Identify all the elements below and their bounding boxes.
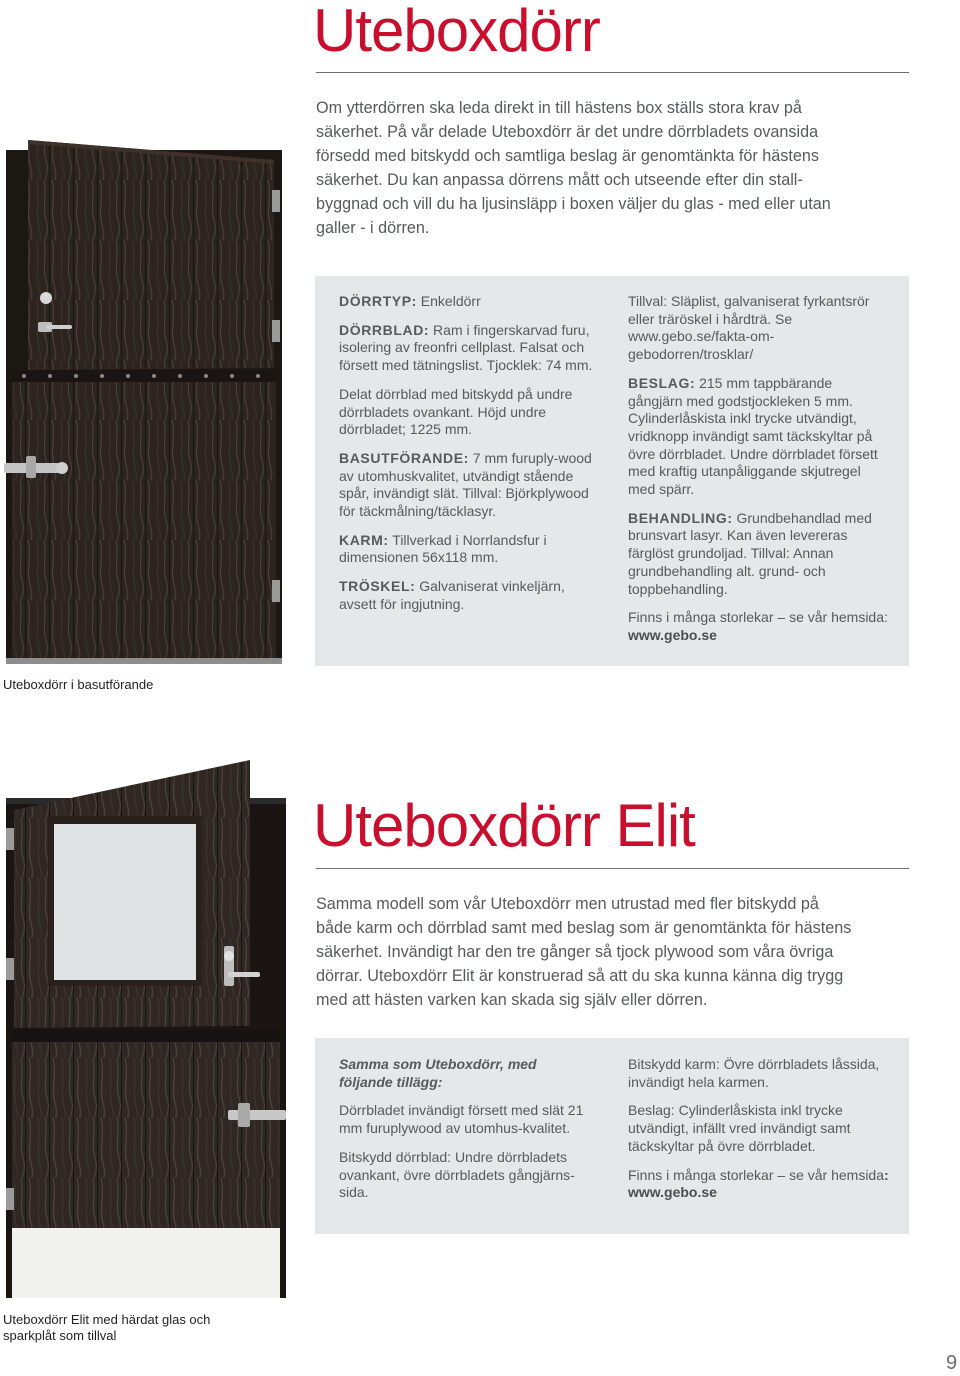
elit-right-footer: Finns i många storlekar – se vår hemsida: www.gebo.se — [628, 1166, 889, 1201]
section1-rule — [316, 72, 909, 73]
intro-line: försedd med bitskydd och samtliga beslag är genomtänkta för hästens — [316, 147, 819, 165]
elit-left-column — [339, 1056, 594, 1213]
caption-basic: Uteboxdörr i basutförande — [3, 677, 154, 692]
caption-elit: Uteboxdörr Elit med härdat glas och sparkplåt som tillval — [3, 1312, 211, 1343]
section2-intro — [316, 892, 916, 1012]
section1-intro — [316, 96, 916, 240]
door-photo-basic — [2, 120, 290, 666]
spec-left-column — [339, 293, 594, 625]
elit-box-heading: Samma som Uteboxdörr, med följande tillägg: — [339, 1056, 537, 1090]
spec-text: Grundbehandlad med brunsvart lasyr. Kan även levereras färglöst grundoljad. Tillval: Annan grundbehandling alt. grund- och toppbehandling. — [628, 509, 872, 597]
spec-paragraph — [339, 532, 594, 567]
spec-paragraph — [339, 386, 594, 439]
box-paragraph: Beslag: Cylinderlåskista inkl trycke utvändigt, infällt vred invändigt samt täckskyltar på övre dörrbladet. — [628, 1102, 851, 1154]
intro-line: byggnad och vill du ha ljusinsläpp i boxen väljer du glas - med eller utan — [316, 195, 831, 213]
spec-text: Tillverkad i Norrlandsfur i dimensionen 56x118 mm. — [339, 531, 547, 566]
spec-label: BEHANDLING: — [628, 509, 733, 526]
intro-line: Om ytterdörren ska leda direkt in till hästens box ställs stora krav på — [316, 99, 802, 117]
intro-line: säkerhet. På vår delade Uteboxdörr är det undre dörrbladets ovansida — [316, 123, 819, 141]
spec-text: Delat dörrblad med bitskydd på undre dörrbladets ovankant. Höjd undre dörrbladet; 1225 mm. — [339, 385, 573, 438]
spec-right-footer: Finns i många storlekar – se vår hemsida: www.gebo.se — [628, 609, 888, 643]
spec-paragraph — [628, 510, 890, 599]
spec-label: KARM: — [339, 531, 389, 548]
spec-right-column — [628, 293, 890, 656]
gebo-link[interactable]: www.gebo.se — [628, 626, 717, 643]
intro-line: dörrar. Uteboxdörr Elit är konstruerad så att du ska kunna känna dig trygg — [316, 967, 844, 985]
elit-right-column — [628, 1056, 890, 1213]
gebo-link-elit[interactable]: : www.gebo.se — [628, 1166, 889, 1201]
spec-text: Ram i fingerskarvad furu, isolering av freonfri cellplast. Falsat och försett med tätningslist. Tjocklek: 74 mm. — [339, 321, 593, 374]
spec-text: 7 mm furuply-wood av utomhuskvalitet, utvändigt stående spår, invändigt slät. Tillval: Björkplywood för täckmålning/täcklasyr. — [339, 449, 592, 520]
box-paragraph: Bitskydd karm: Övre dörrbladets låssida, invändigt hela karmen. — [628, 1056, 880, 1090]
intro-line: Samma modell som vår Uteboxdörr men utrustad med fler bitskydd på — [316, 895, 819, 913]
spec-label: BESLAG: — [628, 374, 696, 391]
section2-rule — [316, 868, 909, 869]
intro-line: både karm och dörrblad samt med beslag som är genomtänkta för hästens — [316, 919, 852, 937]
spec-text: Tillval: Släplist, galvaniserat fyrkantsrör eller träröskel i hårdträ. Se www.gebo.se/fakta-om-gebodorren/trosklar/ — [628, 293, 870, 363]
box-paragraph: Dörrbladet invändigt försett med slät 21 mm furuplywood av utomhus-kvalitet. — [339, 1102, 584, 1137]
section1-title: Uteboxdörr — [313, 0, 600, 64]
spec-paragraph — [339, 293, 594, 311]
intro-line: med att hästen varken kan skada sig själv eller dörren. — [316, 991, 708, 1009]
spec-paragraph — [628, 293, 890, 364]
spec-label: TRÖSKEL: — [339, 578, 416, 595]
page-number: 9 — [946, 1352, 958, 1374]
box-paragraph: Bitskydd dörrblad: Undre dörrbladets ovankant, övre dörrbladets gångjärns-sida. — [339, 1148, 575, 1201]
spec-paragraph — [339, 322, 594, 375]
spec-text: Enkeldörr — [416, 293, 481, 309]
intro-line: galler - i dörren. — [316, 219, 430, 237]
spec-paragraph — [339, 578, 594, 613]
intro-line: säkerhet. Invändigt har den tre gånger så tjock plywood som våra övriga — [316, 943, 834, 961]
spec-label: BASUTFÖRANDE: — [339, 449, 469, 466]
door-photo-elit — [2, 758, 290, 1303]
intro-line: säkerhet. Du kan anpassa dörrens mått och utseende efter din stall- — [316, 171, 803, 189]
spec-text: Galvaniserat vinkeljärn, avsett för ingjutning. — [339, 578, 565, 612]
spec-label: DÖRRTYP: — [339, 293, 417, 309]
section2-title: Uteboxdörr Elit — [313, 792, 695, 859]
spec-text: 215 mm tappbärande gångjärn med godstjockleken 5 mm. Cylinderlåskista inkl trycke utvändigt, vridknopp invändigt samt täckskyltar på övre dörrbladet. Undre dörrbladet försett med kraftig utanpåliggande skjutregel med spärr. — [628, 374, 878, 498]
spec-paragraph — [628, 375, 890, 499]
spec-label: DÖRRBLAD: — [339, 321, 430, 338]
spec-paragraph — [339, 450, 594, 521]
